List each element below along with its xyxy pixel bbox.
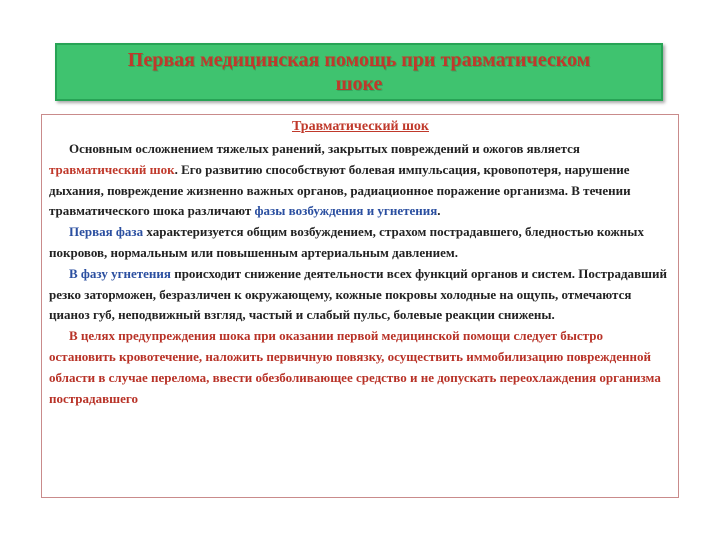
slide-title-box	[55, 43, 663, 101]
paragraph-text: .	[437, 203, 441, 219]
highlight-depression-phase: В фазу угнетения	[69, 265, 171, 281]
paragraph-text: характеризуется общим возбуждением, страхом пострадавшего, бледностью кожных покровов, нормальным или повышенным артериальным давлением.	[49, 224, 644, 260]
slide-title-line-1: Первая медицинская помощь при травматическом	[127, 49, 591, 71]
highlight-first-phase: Первая фаза	[69, 224, 144, 240]
paragraph-first-phase	[49, 222, 672, 264]
paragraph-text: Основным осложнением тяжелых ранений, закрытых повреждений и ожогов является	[69, 141, 580, 156]
section-heading: Травматический шок	[291, 119, 429, 134]
paragraph-overview	[49, 139, 672, 222]
slide-title-line-2: шоке	[335, 73, 383, 95]
paragraph-text: происходит снижение деятельности всех функций органов и систем. Пострадавший резко заторможен, безразличен к окружающему, кожные покровы холодные на ощупь, отмечаются цианоз губ, неподвижный взгляд, частый и слабый пульс, болевые реакции снижены.	[49, 265, 668, 323]
content-box	[41, 114, 679, 498]
paragraph-text: . Его развитию способствуют болевая импульсация, кровопотеря, нарушение дыхания, повреждение жизненно важных органов, радиационное поражение организма. В течении травматического шока различают	[49, 161, 631, 219]
highlight-phases: фазы возбуждения и угнетения	[254, 203, 438, 219]
highlight-traumatic-shock: травматический шок	[49, 161, 175, 177]
paragraph-first-aid: В целях предупреждения шока при оказании первой медицинской помощи следует быстро остановить кровотечение, наложить первичную повязку, осуществить иммобилизацию поврежденной области в случае перелома, ввести обезболивающее средство и не допускать переохлаждения организма пострадавшего	[49, 328, 661, 406]
paragraph-depression-phase	[49, 264, 672, 326]
